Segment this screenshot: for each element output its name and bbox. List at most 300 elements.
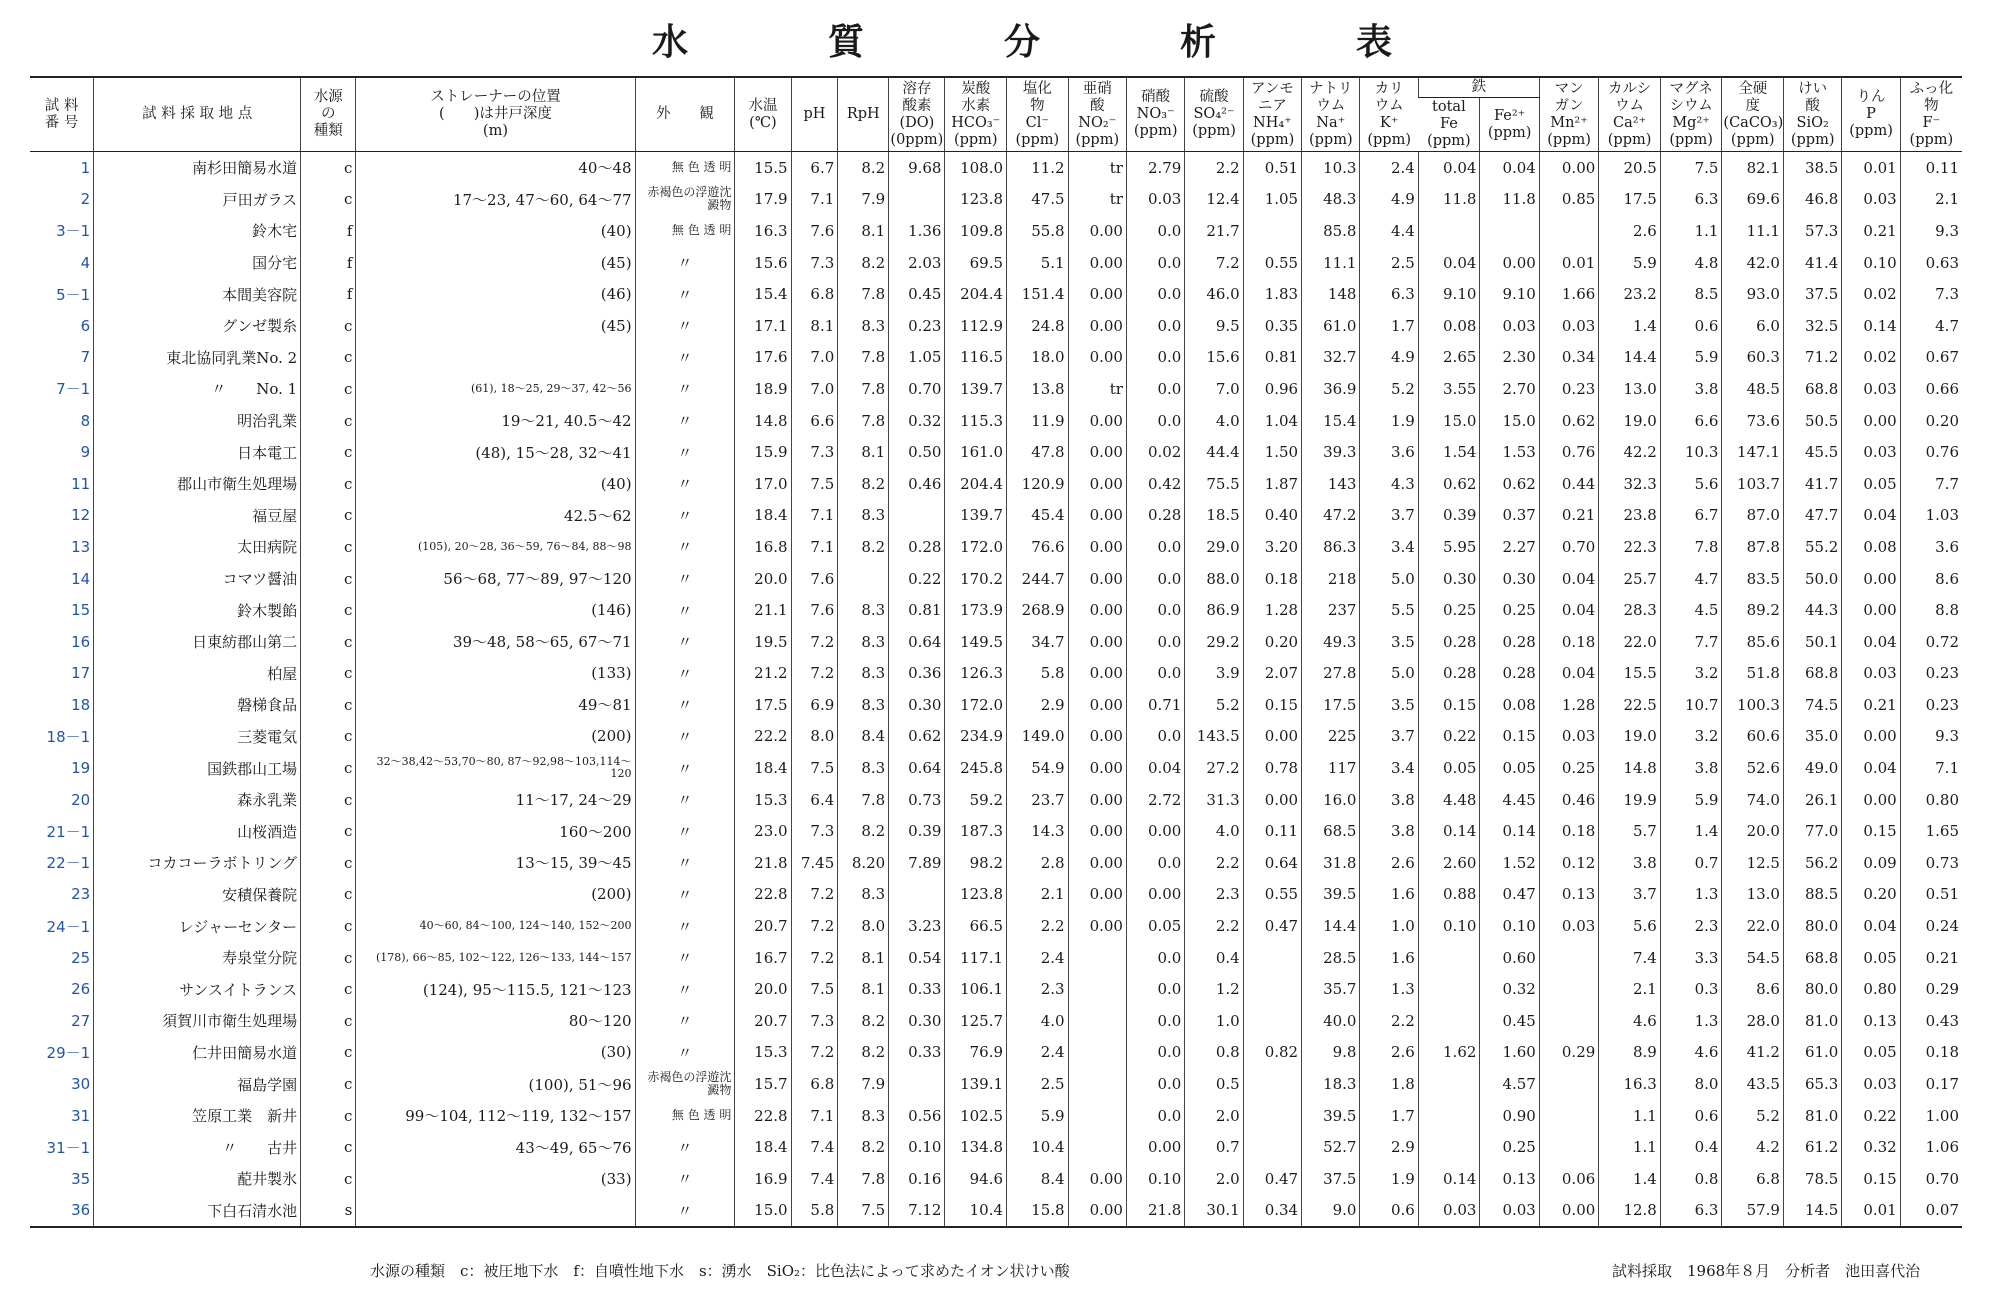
header-iron-ferrous: Fe²⁺ (ppm) xyxy=(1480,98,1539,152)
table-cell: 102.5 xyxy=(945,1100,1007,1132)
table-cell: c xyxy=(301,152,356,184)
table-cell: 11.8 xyxy=(1418,184,1480,216)
table-cell: 1.6 xyxy=(1360,879,1418,911)
table-cell xyxy=(1068,942,1126,974)
sample-number: 36 xyxy=(71,1201,91,1220)
table-cell: (146) xyxy=(356,594,635,626)
table-cell: 〃 xyxy=(635,278,735,310)
table-cell: 74.5 xyxy=(1783,689,1841,721)
table-cell: 0.04 xyxy=(1539,658,1598,690)
sample-number: 18 xyxy=(71,695,91,714)
table-cell: 0.14 xyxy=(1418,815,1480,847)
table-cell: 0.00 xyxy=(1842,405,1900,437)
table-cell xyxy=(1539,973,1598,1005)
table-cell: 8.9 xyxy=(1599,1037,1661,1069)
table-cell: 4.4 xyxy=(1360,215,1418,247)
table-cell: c xyxy=(301,973,356,1005)
table-cell: 81.0 xyxy=(1783,1100,1841,1132)
table-cell: 17.5 xyxy=(1599,184,1661,216)
table-cell: 2.6 xyxy=(1360,1037,1418,1069)
table-cell: 80.0 xyxy=(1783,910,1841,942)
table-cell: 〃 xyxy=(635,626,735,658)
table-cell: 61.0 xyxy=(1302,310,1360,342)
table-cell: 11.1 xyxy=(1302,247,1360,279)
table-cell: 7.7 xyxy=(1900,468,1962,500)
table-cell: 3.23 xyxy=(889,910,945,942)
table-cell: 7.6 xyxy=(791,215,838,247)
table-cell: 80.0 xyxy=(1783,973,1841,1005)
table-cell: 2.3 xyxy=(1660,910,1722,942)
table-cell: 4.5 xyxy=(1660,594,1722,626)
table-row xyxy=(30,973,1962,1005)
sample-number: 25 xyxy=(71,948,91,967)
table-cell xyxy=(1068,973,1126,1005)
table-cell: 0.05 xyxy=(1418,752,1480,784)
table-cell: 2.2 xyxy=(1360,1005,1418,1037)
table-cell: 0.00 xyxy=(1068,910,1126,942)
table-cell: c xyxy=(301,405,356,437)
table-cell: 0.56 xyxy=(889,1100,945,1132)
table-cell: 0.01 xyxy=(1842,152,1900,184)
table-cell: c xyxy=(301,658,356,690)
table-cell: 0.46 xyxy=(1539,784,1598,816)
table-cell: 〃 xyxy=(635,815,735,847)
table-cell: 1.62 xyxy=(1418,1037,1480,1069)
table-cell xyxy=(1068,1068,1126,1100)
table-cell: 21.2 xyxy=(735,658,791,690)
table-cell: 無 色 透 明 xyxy=(635,1100,735,1132)
table-cell: 0.0 xyxy=(1126,1037,1184,1069)
table-cell: 6.3 xyxy=(1660,184,1722,216)
table-cell: 0.11 xyxy=(1243,815,1301,847)
table-cell: 0.00 xyxy=(1842,563,1900,595)
table-cell: 7.6 xyxy=(791,594,838,626)
table-cell: 0.64 xyxy=(1243,847,1301,879)
table-cell: 26.1 xyxy=(1783,784,1841,816)
table-cell: 0.35 xyxy=(1243,310,1301,342)
sample-number: 23 xyxy=(71,885,91,904)
table-cell: 0.7 xyxy=(1185,1131,1243,1163)
table-cell: 4.57 xyxy=(1480,1068,1539,1100)
table-cell: 8.3 xyxy=(838,310,889,342)
table-cell: 51.8 xyxy=(1722,658,1784,690)
table-cell: 15.3 xyxy=(735,1037,791,1069)
table-cell: 0.03 xyxy=(1539,721,1598,753)
table-cell: 0.55 xyxy=(1243,247,1301,279)
table-cell: c xyxy=(301,310,356,342)
table-cell: 0.30 xyxy=(1418,563,1480,595)
table-cell: (200) xyxy=(356,721,635,753)
table-cell: 61.0 xyxy=(1783,1037,1841,1069)
table-cell: 7.1 xyxy=(1900,752,1962,784)
table-cell: 0.30 xyxy=(889,689,945,721)
sample-location: 東北協同乳業No. 2 xyxy=(94,342,301,374)
table-cell: 18.4 xyxy=(735,1131,791,1163)
table-cell: 0.0 xyxy=(1126,626,1184,658)
table-cell: 1.0 xyxy=(1185,1005,1243,1037)
table-cell: 0.62 xyxy=(1418,468,1480,500)
table-cell: 5.5 xyxy=(1360,594,1418,626)
sample-number: 31 xyxy=(71,1106,91,1125)
table-cell: 0.04 xyxy=(1842,752,1900,784)
table-cell: 〃 xyxy=(635,594,735,626)
table-cell: 161.0 xyxy=(945,436,1007,468)
table-cell: 3.2 xyxy=(1660,658,1722,690)
table-cell xyxy=(889,184,945,216)
table-cell: 8.3 xyxy=(838,1100,889,1132)
table-cell: 無 色 透 明 xyxy=(635,152,735,184)
table-cell: 85.6 xyxy=(1722,626,1784,658)
table-cell: 8.2 xyxy=(838,815,889,847)
table-cell: 3.2 xyxy=(1660,721,1722,753)
table-cell: 37.5 xyxy=(1783,278,1841,310)
table-cell: 1.0 xyxy=(1360,910,1418,942)
table-cell: 5.9 xyxy=(1007,1100,1069,1132)
table-cell: 12.8 xyxy=(1599,1195,1661,1228)
table-cell: 9.3 xyxy=(1900,215,1962,247)
table-cell: 0.04 xyxy=(1418,247,1480,279)
table-cell: 6.8 xyxy=(791,278,838,310)
sample-number: 3－1 xyxy=(56,222,91,241)
table-cell: 16.8 xyxy=(735,531,791,563)
table-cell: 187.3 xyxy=(945,815,1007,847)
table-cell: 8.6 xyxy=(1900,563,1962,595)
table-cell: 65.3 xyxy=(1783,1068,1841,1100)
table-cell: 1.05 xyxy=(889,342,945,374)
table-cell: 8.1 xyxy=(838,436,889,468)
table-cell: 0.32 xyxy=(1842,1131,1900,1163)
table-cell: 1.8 xyxy=(1360,1068,1418,1100)
table-cell: 0.70 xyxy=(1900,1163,1962,1195)
table-cell: 11.9 xyxy=(1007,405,1069,437)
table-cell: 7.8 xyxy=(838,784,889,816)
table-cell: 11.1 xyxy=(1722,215,1784,247)
table-cell: 23.2 xyxy=(1599,278,1661,310)
table-cell: 0.4 xyxy=(1660,1131,1722,1163)
table-cell xyxy=(356,1195,635,1228)
table-cell: 18.4 xyxy=(735,500,791,532)
table-cell: 7.7 xyxy=(1660,626,1722,658)
table-cell: 0.14 xyxy=(1418,1163,1480,1195)
table-cell: 0.28 xyxy=(1418,658,1480,690)
table-cell: 0.34 xyxy=(1539,342,1598,374)
table-cell: 45.4 xyxy=(1007,500,1069,532)
table-cell: 22.0 xyxy=(1722,910,1784,942)
table-cell: 4.6 xyxy=(1599,1005,1661,1037)
sample-location: 鈴木宅 xyxy=(94,215,301,247)
table-cell: 0.00 xyxy=(1068,721,1126,753)
table-cell: 〃 xyxy=(635,373,735,405)
table-cell: 0.00 xyxy=(1068,658,1126,690)
table-cell: c xyxy=(301,1037,356,1069)
table-cell: 1.9 xyxy=(1360,405,1418,437)
table-cell: 19.0 xyxy=(1599,721,1661,753)
table-cell: 0.00 xyxy=(1068,405,1126,437)
table-cell: 48.3 xyxy=(1302,184,1360,216)
table-cell: 22.8 xyxy=(735,1100,791,1132)
table-cell: 1.53 xyxy=(1480,436,1539,468)
table-cell: c xyxy=(301,910,356,942)
table-cell: 0.0 xyxy=(1126,973,1184,1005)
table-cell: 2.1 xyxy=(1900,184,1962,216)
table-cell: 56～68, 77～89, 97～120 xyxy=(356,563,635,595)
table-cell: c xyxy=(301,436,356,468)
table-cell: 〃 xyxy=(635,1005,735,1037)
table-cell: 14.3 xyxy=(1007,815,1069,847)
table-cell: 244.7 xyxy=(1007,563,1069,595)
table-cell xyxy=(356,342,635,374)
table-cell: 0.21 xyxy=(1842,689,1900,721)
table-cell: 2.4 xyxy=(1007,1037,1069,1069)
sample-location: 〃 No. 1 xyxy=(94,373,301,405)
table-cell: 0.85 xyxy=(1539,184,1598,216)
table-cell xyxy=(1243,1005,1301,1037)
table-cell: 23.8 xyxy=(1599,500,1661,532)
table-cell: 0.23 xyxy=(1900,658,1962,690)
table-cell: 2.27 xyxy=(1480,531,1539,563)
table-cell: 7.3 xyxy=(791,1005,838,1037)
table-cell: 7.6 xyxy=(791,563,838,595)
table-cell: 21.8 xyxy=(1126,1195,1184,1228)
table-cell: 15.4 xyxy=(1302,405,1360,437)
table-cell: (61), 18～25, 29～37, 42～56 xyxy=(356,373,635,405)
table-cell: 1.4 xyxy=(1660,815,1722,847)
table-cell: 5.0 xyxy=(1360,658,1418,690)
table-cell: 109.8 xyxy=(945,215,1007,247)
table-cell: 5.9 xyxy=(1660,342,1722,374)
table-cell: 0.18 xyxy=(1539,626,1598,658)
table-cell: 3.8 xyxy=(1360,815,1418,847)
table-cell: 245.8 xyxy=(945,752,1007,784)
table-cell: 47.5 xyxy=(1007,184,1069,216)
table-cell: 41.2 xyxy=(1722,1037,1784,1069)
table-cell: 0.62 xyxy=(1480,468,1539,500)
table-cell: 20.7 xyxy=(735,910,791,942)
table-cell: 0.28 xyxy=(1418,626,1480,658)
table-cell: 0.00 xyxy=(1068,594,1126,626)
table-cell: 100.3 xyxy=(1722,689,1784,721)
table-cell: 〃 xyxy=(635,247,735,279)
sample-location: 日本電工 xyxy=(94,436,301,468)
table-cell: 139.1 xyxy=(945,1068,1007,1100)
header-bicarbonate: 炭酸 水素 HCO₃⁻ (ppm) xyxy=(945,77,1007,152)
table-cell: 0.05 xyxy=(1126,910,1184,942)
header-iron-total: total Fe (ppm) xyxy=(1418,98,1480,152)
table-cell: 4.7 xyxy=(1660,563,1722,595)
table-cell: 6.4 xyxy=(791,784,838,816)
table-cell: c xyxy=(301,879,356,911)
table-cell: 0.07 xyxy=(1900,1195,1962,1228)
table-cell: 7.1 xyxy=(791,184,838,216)
table-cell: 0.47 xyxy=(1243,1163,1301,1195)
sample-location: 森永乳業 xyxy=(94,784,301,816)
sample-number: 20 xyxy=(71,790,91,809)
table-cell: 41.4 xyxy=(1783,247,1841,279)
table-cell: 2.79 xyxy=(1126,152,1184,184)
table-cell: 17～23, 47～60, 64～77 xyxy=(356,184,635,216)
table-cell: 〃 xyxy=(635,847,735,879)
table-cell: 8.2 xyxy=(838,1131,889,1163)
table-cell: 4.9 xyxy=(1360,342,1418,374)
table-cell: 89.2 xyxy=(1722,594,1784,626)
table-cell: 0.05 xyxy=(1842,942,1900,974)
table-cell xyxy=(889,1068,945,1100)
table-cell: 151.4 xyxy=(1007,278,1069,310)
table-cell: 0.25 xyxy=(1480,1131,1539,1163)
table-cell: 18.3 xyxy=(1302,1068,1360,1100)
table-row xyxy=(30,879,1962,911)
table-cell: 8.2 xyxy=(838,468,889,500)
table-cell: 7.5 xyxy=(838,1195,889,1228)
table-cell: c xyxy=(301,942,356,974)
table-cell: 7.3 xyxy=(1900,278,1962,310)
table-cell: 2.2 xyxy=(1185,152,1243,184)
table-cell: 2.5 xyxy=(1007,1068,1069,1100)
table-cell: 0.00 xyxy=(1068,278,1126,310)
table-cell: 57.9 xyxy=(1722,1195,1784,1228)
table-cell: 0.7 xyxy=(1660,847,1722,879)
table-cell: 0.10 xyxy=(889,1131,945,1163)
table-row xyxy=(30,215,1962,247)
table-cell: 0.64 xyxy=(889,626,945,658)
sample-location: 三菱電気 xyxy=(94,721,301,753)
table-cell: 7.2 xyxy=(791,942,838,974)
header-potassium: カリ ウム K⁺ (ppm) xyxy=(1360,77,1418,152)
table-cell: 55.2 xyxy=(1783,531,1841,563)
table-cell: 0.0 xyxy=(1126,342,1184,374)
table-cell: 13.8 xyxy=(1007,373,1069,405)
table-cell: 61.2 xyxy=(1783,1131,1841,1163)
table-cell: 0.15 xyxy=(1480,721,1539,753)
table-cell: 0.39 xyxy=(1418,500,1480,532)
table-cell: 3.20 xyxy=(1243,531,1301,563)
footer-legend: 水源の種類 c：被圧地下水 f：自噴性地下水 s：湧水 SiO₂：比色法によって求めたイオン状けい酸 xyxy=(370,1262,1070,1280)
sample-number: 35 xyxy=(71,1169,91,1188)
table-cell: 2.30 xyxy=(1480,342,1539,374)
table-cell: 3.8 xyxy=(1660,373,1722,405)
header-sulfate: 硫酸 SO₄²⁻ (ppm) xyxy=(1185,77,1243,152)
footer-credit: 試料採取 1968年８月 分析者 池田喜代治 xyxy=(1612,1262,1921,1280)
table-cell: c xyxy=(301,531,356,563)
table-cell: c xyxy=(301,373,356,405)
table-cell xyxy=(889,879,945,911)
table-cell: 0.81 xyxy=(1243,342,1301,374)
table-cell xyxy=(1480,215,1539,247)
table-cell xyxy=(1243,1100,1301,1132)
table-cell: 〃 xyxy=(635,942,735,974)
table-cell: 0.18 xyxy=(1539,815,1598,847)
table-cell: 8.3 xyxy=(838,658,889,690)
table-cell xyxy=(1418,1100,1480,1132)
table-cell: 204.4 xyxy=(945,468,1007,500)
table-cell: 0.00 xyxy=(1068,847,1126,879)
table-cell: 160～200 xyxy=(356,815,635,847)
table-cell: 8.3 xyxy=(838,594,889,626)
sample-number: 4 xyxy=(80,253,91,272)
table-cell: 0.05 xyxy=(1842,1037,1900,1069)
table-cell: 0.33 xyxy=(889,973,945,1005)
table-cell: 0.03 xyxy=(1480,1195,1539,1228)
table-cell: 0.0 xyxy=(1126,563,1184,595)
table-cell: 6.7 xyxy=(1660,500,1722,532)
table-cell: 0.78 xyxy=(1243,752,1301,784)
table-cell: 15.0 xyxy=(1480,405,1539,437)
table-cell: 143.5 xyxy=(1185,721,1243,753)
table-cell: 1.03 xyxy=(1900,500,1962,532)
table-cell: 5.9 xyxy=(1599,247,1661,279)
table-cell: 27.2 xyxy=(1185,752,1243,784)
table-cell: (30) xyxy=(356,1037,635,1069)
table-cell: 0.14 xyxy=(1842,310,1900,342)
table-cell xyxy=(1539,1068,1598,1100)
table-cell: c xyxy=(301,184,356,216)
table-cell: 3.8 xyxy=(1599,847,1661,879)
table-cell: 8.2 xyxy=(838,531,889,563)
table-cell: 2.07 xyxy=(1243,658,1301,690)
table-cell: 0.37 xyxy=(1480,500,1539,532)
table-cell: 0.28 xyxy=(889,531,945,563)
table-cell: 71.2 xyxy=(1783,342,1841,374)
table-cell: 36.9 xyxy=(1302,373,1360,405)
table-cell: 0.21 xyxy=(1900,942,1962,974)
table-cell: 0.13 xyxy=(1539,879,1598,911)
table-cell: 5.0 xyxy=(1360,563,1418,595)
table-cell: 8.4 xyxy=(1007,1163,1069,1195)
table-cell: 0.04 xyxy=(1126,752,1184,784)
table-cell: 15.7 xyxy=(735,1068,791,1100)
table-row xyxy=(30,658,1962,690)
table-cell: 〃 xyxy=(635,658,735,690)
table-cell: 3.5 xyxy=(1360,626,1418,658)
table-row xyxy=(30,847,1962,879)
table-cell: 〃 xyxy=(635,531,735,563)
table-cell: 0.40 xyxy=(1243,500,1301,532)
table-cell: 17.9 xyxy=(735,184,791,216)
table-cell: 2.9 xyxy=(1007,689,1069,721)
table-cell: 15.0 xyxy=(1418,405,1480,437)
table-cell: 1.83 xyxy=(1243,278,1301,310)
table-cell: 0.72 xyxy=(1900,626,1962,658)
table-row xyxy=(30,1100,1962,1132)
table-cell: 3.3 xyxy=(1660,942,1722,974)
table-cell: 0.23 xyxy=(889,310,945,342)
table-row xyxy=(30,310,1962,342)
sample-number: 7－1 xyxy=(56,380,91,399)
table-cell xyxy=(889,500,945,532)
table-cell: 0.04 xyxy=(1539,563,1598,595)
table-cell: (40) xyxy=(356,215,635,247)
table-cell: 16.0 xyxy=(1302,784,1360,816)
table-cell: 22.8 xyxy=(735,879,791,911)
table-cell: 〃 xyxy=(635,342,735,374)
table-cell: 50.1 xyxy=(1783,626,1841,658)
table-row xyxy=(30,1005,1962,1037)
table-cell: 0.14 xyxy=(1480,815,1539,847)
table-cell: 0.10 xyxy=(1842,247,1900,279)
table-cell: 20.0 xyxy=(1722,815,1784,847)
table-cell xyxy=(1243,215,1301,247)
table-cell: 2.0 xyxy=(1185,1100,1243,1132)
table-cell: 1.28 xyxy=(1243,594,1301,626)
table-cell: 0.00 xyxy=(1068,468,1126,500)
table-cell: 0.20 xyxy=(1842,879,1900,911)
table-cell: 0.0 xyxy=(1126,1005,1184,1037)
table-cell: 1.3 xyxy=(1660,1005,1722,1037)
table-cell: 54.5 xyxy=(1722,942,1784,974)
table-cell: 0.03 xyxy=(1539,910,1598,942)
sample-number: 1 xyxy=(80,158,91,177)
sample-location: サンスイトランス xyxy=(94,973,301,1005)
